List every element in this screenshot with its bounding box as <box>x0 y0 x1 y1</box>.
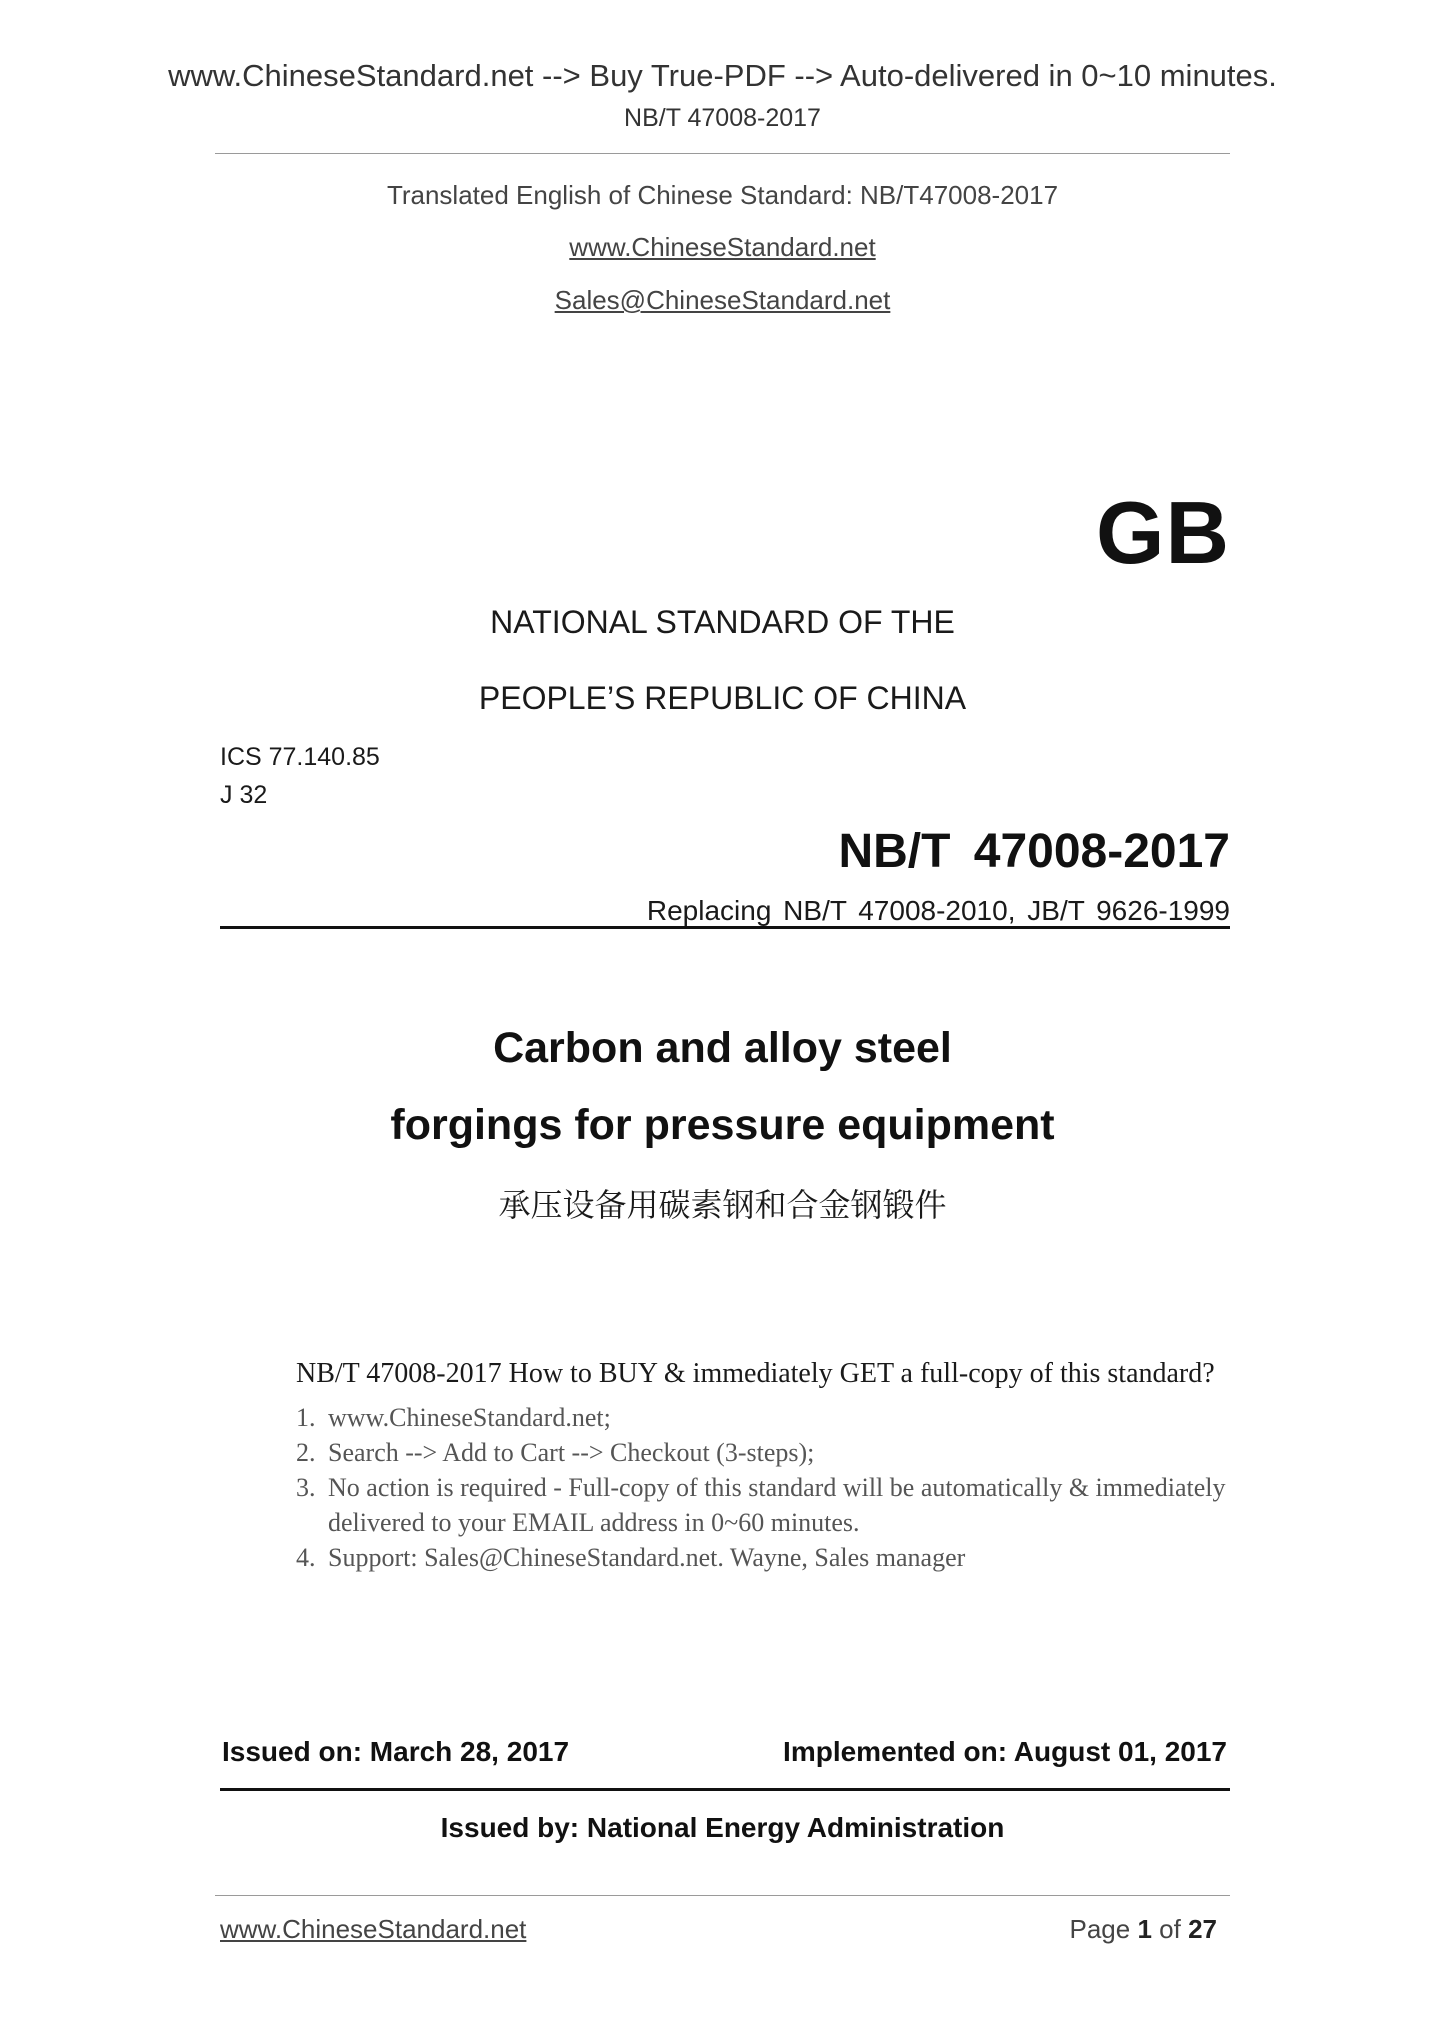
header-divider <box>215 153 1230 154</box>
implemented-on-date: Implemented on: August 01, 2017 <box>783 1736 1227 1767</box>
buy-step <box>296 1400 1236 1435</box>
page-current: 1 <box>1137 1914 1152 1944</box>
issue-divider <box>220 1788 1230 1791</box>
page-indicator <box>1069 1914 1217 1945</box>
buy-info-box <box>296 1358 1236 1575</box>
title-line2: forgings for pressure equipment <box>390 1101 1055 1149</box>
national-standard-line1: NATIONAL STANDARD OF THE <box>490 604 955 640</box>
translated-note: Translated English of Chinese Standard: NB/T47008-2017 <box>386 180 1059 210</box>
buy-step <box>296 1540 1236 1575</box>
buy-step-number: 2. <box>296 1438 316 1467</box>
website-link-row <box>0 232 1445 263</box>
buy-steps-list <box>296 1400 1236 1575</box>
replacing-note: Replacing NB/T 47008-2010, JB/T 9626-1999 <box>646 895 1230 926</box>
buy-step-text: No action is required - Full-copy of this standard will be automatically & immediately delivered to your EMAIL address in 0~60 minutes. <box>328 1473 1226 1537</box>
title-chinese: 承压设备用碳素钢和合金钢锻件 <box>498 1186 947 1224</box>
email-link[interactable]: Sales@ChineseStandard.net <box>554 285 891 315</box>
page-prefix: Page <box>1069 1914 1131 1944</box>
buy-step-text: Support: Sales@ChineseStandard.net. Wayne, Sales manager <box>328 1543 966 1572</box>
email-link-row <box>0 285 1445 316</box>
standard-number: NB/T 47008-2017 <box>838 825 1230 878</box>
buy-step-number: 1. <box>296 1403 316 1432</box>
page-of: of <box>1159 1914 1181 1944</box>
buy-step-text: www.ChineseStandard.net; <box>328 1403 611 1432</box>
buy-step <box>296 1435 1236 1470</box>
national-standard-line2: PEOPLE’S REPUBLIC OF CHINA <box>478 680 967 716</box>
buy-step-number: 3. <box>296 1473 316 1502</box>
header-doc-code: NB/T 47008-2017 <box>624 104 821 132</box>
buy-info-heading: NB/T 47008-2017 How to BUY & immediately GET a full-copy of this standard? <box>296 1358 1215 1389</box>
issued-on-date: Issued on: March 28, 2017 <box>222 1736 570 1767</box>
buy-step-text: Search --> Add to Cart --> Checkout (3-steps); <box>328 1438 815 1467</box>
buy-step-number: 4. <box>296 1543 316 1572</box>
title-line1: Carbon and alloy steel <box>493 1024 952 1072</box>
page-total: 27 <box>1188 1914 1217 1944</box>
buy-step <box>296 1470 1236 1540</box>
footer-divider <box>215 1895 1230 1896</box>
website-link[interactable]: www.ChineseStandard.net <box>569 232 876 262</box>
header-banner: www.ChineseStandard.net --> Buy True-PDF --> Auto-delivered in 0~10 minutes. <box>168 58 1277 93</box>
standard-divider <box>220 926 1230 929</box>
ccs-code: J 32 <box>220 781 268 809</box>
footer-website-link[interactable]: www.ChineseStandard.net <box>220 1914 527 1944</box>
gb-mark: GB <box>1096 483 1230 582</box>
ics-code: ICS 77.140.85 <box>220 743 380 771</box>
issued-by: Issued by: National Energy Administration <box>440 1812 1005 1843</box>
